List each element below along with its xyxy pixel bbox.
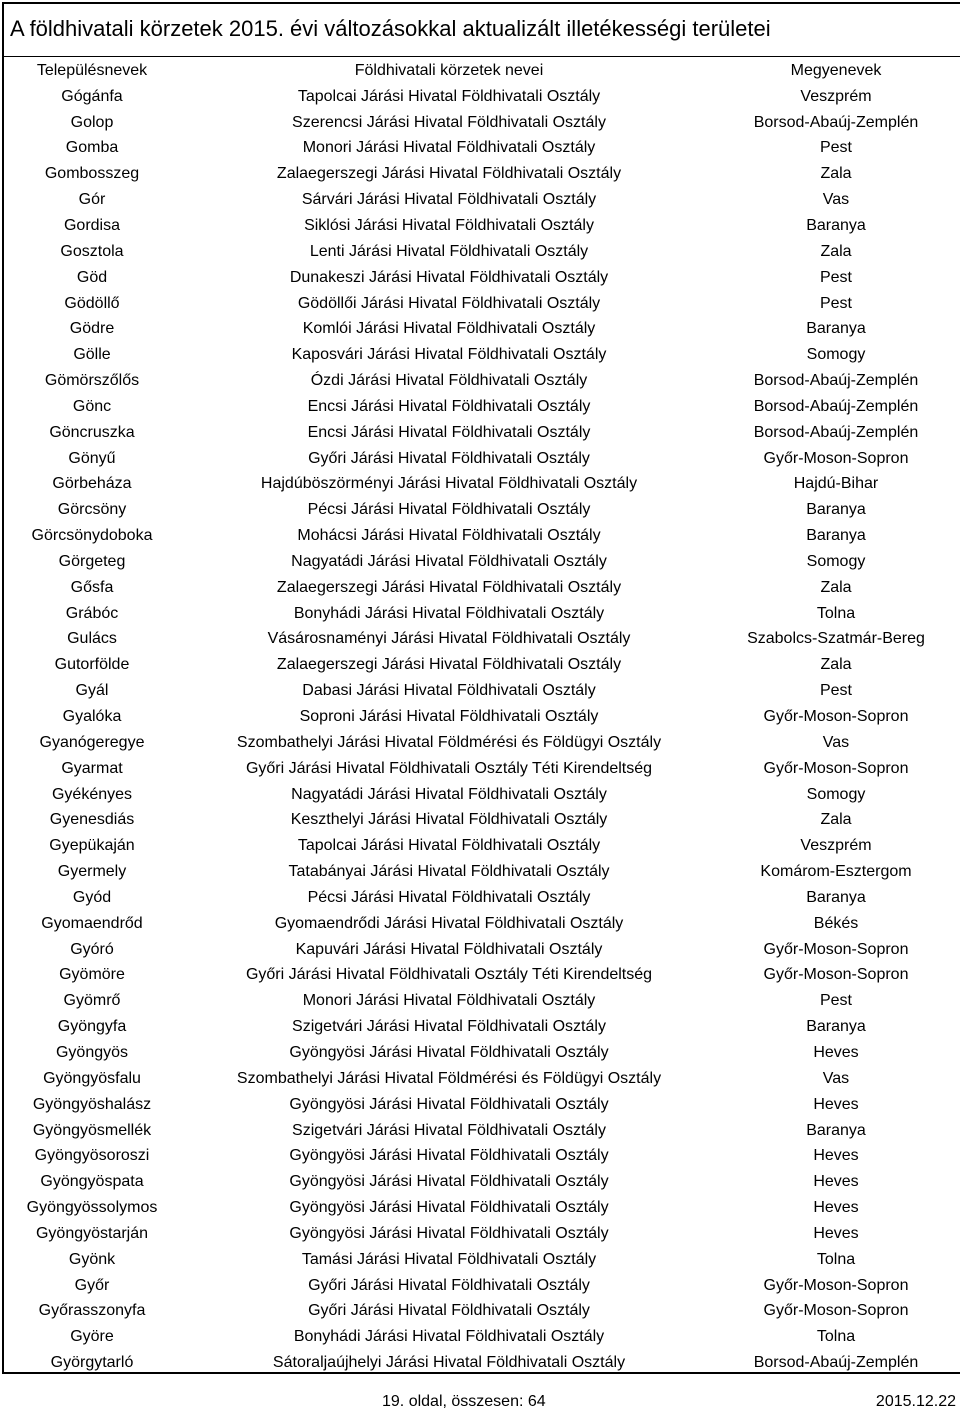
office-cell: Gyöngyösi Járási Hivatal Földhivatali Osztály: [289, 1199, 609, 1217]
settlement-cell: Görgeteg: [58, 552, 126, 570]
table-row: [4, 368, 954, 394]
settlement-cell: Gyöngyös: [55, 1043, 129, 1061]
county-cell: Heves: [813, 1224, 859, 1242]
table-row: [4, 627, 954, 653]
jurisdiction-table: [4, 58, 954, 1376]
county-cell: Somogy: [806, 346, 866, 364]
county-cell: Győr-Moson-Sopron: [763, 940, 909, 958]
office-cell: Monori Járási Hivatal Földhivatali Osztály: [302, 139, 596, 157]
county-cell: Győr-Moson-Sopron: [763, 759, 909, 777]
table-row: [4, 497, 954, 523]
table-row: [4, 859, 954, 885]
settlement-cell: Gutorfölde: [54, 656, 130, 674]
table-row: [4, 1299, 954, 1325]
settlement-cell: Görcsöny: [57, 501, 127, 519]
table-row: [4, 316, 954, 342]
table-row: [4, 807, 954, 833]
office-cell: Lenti Járási Hivatal Földhivatali Osztály: [309, 242, 589, 260]
office-cell: Nagyatádi Járási Hivatal Földhivatali Osztály: [291, 785, 607, 803]
office-cell: Gyomaendrődi Járási Hivatal Földhivatali Osztály: [274, 914, 624, 932]
office-cell: Monori Járási Hivatal Földhivatali Osztály: [302, 992, 596, 1010]
title-divider: [2, 56, 960, 57]
table-row: [4, 1273, 954, 1299]
county-cell: Heves: [813, 1199, 859, 1217]
office-cell: Soproni Járási Hivatal Földhivatali Osztály: [299, 708, 599, 726]
table-row: [4, 988, 954, 1014]
county-cell: Zala: [820, 165, 852, 183]
office-cell: Nagyatádi Járási Hivatal Földhivatali Osztály: [291, 552, 607, 570]
settlement-cell: Gyöngyösoroszi: [34, 1147, 150, 1165]
office-cell: Szerencsi Járási Hivatal Földhivatali Osztály: [292, 113, 606, 131]
county-cell: Pest: [819, 294, 852, 312]
settlement-cell: Gönc: [72, 397, 112, 415]
office-cell: Szombathelyi Járási Hivatal Földmérési és Földügyi Osztály: [236, 733, 662, 751]
settlement-cell: Gyarmat: [61, 759, 123, 777]
settlement-cell: Gönyű: [68, 449, 116, 467]
office-cell: Gödöllői Járási Hivatal Földhivatali Osztály: [297, 294, 601, 312]
office-cell: Encsi Járási Hivatal Földhivatali Osztály: [307, 397, 591, 415]
table-row: [4, 84, 954, 110]
office-cell: Zalaegerszegi Járási Hivatal Földhivatali Osztály: [276, 656, 622, 674]
table-row: [4, 523, 954, 549]
settlement-cell: Gölle: [73, 346, 111, 364]
county-cell: Baranya: [806, 1018, 866, 1036]
county-cell: Zala: [820, 578, 852, 596]
settlement-cell: Gyanógeregye: [39, 733, 145, 751]
settlement-cell: Gyenesdiás: [49, 811, 135, 829]
county-cell: Borsod-Abaúj-Zemplén: [753, 423, 919, 441]
county-cell: Zala: [820, 242, 852, 260]
county-cell: Tolna: [816, 604, 856, 622]
office-cell: Siklósi Járási Hivatal Földhivatali Osztály: [304, 216, 594, 234]
office-cell: Gyöngyösi Járási Hivatal Földhivatali Osztály: [289, 1147, 609, 1165]
settlement-cell: Gősfa: [70, 578, 114, 596]
office-cell: Gyöngyösi Járási Hivatal Földhivatali Osztály: [289, 1173, 609, 1191]
table-row: [4, 575, 954, 601]
county-cell: Heves: [813, 1173, 859, 1191]
settlement-cell: Grábóc: [65, 604, 119, 622]
county-cell: Baranya: [806, 527, 866, 545]
office-cell: Keszthelyi Járási Hivatal Földhivatali Osztály: [290, 811, 608, 829]
settlement-cell: Gyömrő: [63, 992, 121, 1010]
settlement-cell: Györe: [70, 1328, 114, 1346]
table-row: [4, 420, 954, 446]
table-row: [4, 1143, 954, 1169]
settlement-cell: Gyepükaján: [49, 837, 135, 855]
table-row: [4, 1350, 954, 1376]
county-cell: Komárom-Esztergom: [760, 863, 912, 881]
office-cell: Mohácsi Járási Hivatal Földhivatali Osztály: [297, 527, 601, 545]
county-cell: Zala: [820, 811, 852, 829]
table-row: [4, 161, 954, 187]
table-row: [4, 213, 954, 239]
county-cell: Veszprém: [800, 837, 872, 855]
table-row: [4, 1066, 954, 1092]
table-row: [4, 110, 954, 136]
office-cell: Szigetvári Járási Hivatal Földhivatali Osztály: [292, 1018, 606, 1036]
office-cell: Zalaegerszegi Járási Hivatal Földhivatali Osztály: [276, 165, 622, 183]
header-row: [4, 58, 954, 84]
settlement-cell: Gyomaendrőd: [41, 914, 143, 932]
table-row: [4, 1195, 954, 1221]
county-cell: Tolna: [816, 1250, 856, 1268]
county-cell: Baranya: [806, 216, 866, 234]
county-cell: Borsod-Abaúj-Zemplén: [753, 113, 919, 131]
county-cell: Győr-Moson-Sopron: [763, 708, 909, 726]
table-row: [4, 730, 954, 756]
table-row: [4, 601, 954, 627]
settlement-cell: Gomba: [65, 139, 119, 157]
table-row: [4, 187, 954, 213]
office-cell: Encsi Járási Hivatal Földhivatali Osztály: [307, 423, 591, 441]
county-cell: Heves: [813, 1147, 859, 1165]
settlement-cell: Gordisa: [63, 216, 121, 234]
table-row: [4, 704, 954, 730]
county-cell: Győr-Moson-Sopron: [763, 1276, 909, 1294]
county-cell: Hajdú-Bihar: [793, 475, 879, 493]
office-cell: Sárvári Járási Hivatal Földhivatali Osztály: [301, 191, 597, 209]
office-cell: Dunakeszi Járási Hivatal Földhivatali Osztály: [289, 268, 609, 286]
settlement-cell: Gyalóka: [62, 708, 122, 726]
office-cell: Gyöngyösi Járási Hivatal Földhivatali Osztály: [289, 1043, 609, 1061]
settlement-cell: Golop: [70, 113, 114, 131]
office-cell: Kapuvári Járási Hivatal Földhivatali Osztály: [295, 940, 603, 958]
settlement-cell: Gömörszőlős: [44, 372, 140, 390]
table-row: [4, 678, 954, 704]
office-cell: Pécsi Járási Hivatal Földhivatali Osztály: [307, 501, 591, 519]
county-cell: Vas: [822, 1069, 850, 1087]
county-cell: Heves: [813, 1043, 859, 1061]
county-cell: Tolna: [816, 1328, 856, 1346]
office-cell: Kaposvári Járási Hivatal Földhivatali Osztály: [291, 346, 607, 364]
table-row: [4, 833, 954, 859]
office-cell: Tapolcai Járási Hivatal Földhivatali Osztály: [297, 837, 601, 855]
page-number: 19. oldal, összesen: 64: [382, 1393, 546, 1410]
office-cell: Komlói Járási Hivatal Földhivatali Osztály: [302, 320, 596, 338]
settlement-cell: Györgytarló: [50, 1354, 134, 1372]
table-row: [4, 342, 954, 368]
county-cell: Szabolcs-Szatmár-Bereg: [747, 630, 925, 648]
settlement-cell: Győrasszonyfa: [38, 1302, 146, 1320]
office-cell: Győri Járási Hivatal Földhivatali Osztály Téti Kirendeltség: [245, 759, 653, 777]
settlement-cell: Gulács: [67, 630, 117, 648]
county-cell: Győr-Moson-Sopron: [763, 1302, 909, 1320]
settlement-cell: Görcsönydoboka: [31, 527, 153, 545]
settlement-cell: Gyermely: [57, 863, 127, 881]
settlement-cell: Gyöngyfa: [57, 1018, 127, 1036]
table-row: [4, 1221, 954, 1247]
office-cell: Pécsi Járási Hivatal Földhivatali Osztály: [307, 888, 591, 906]
office-cell: Bonyhádi Járási Hivatal Földhivatali Osztály: [293, 604, 605, 622]
table-row: [4, 1247, 954, 1273]
table-row: [4, 472, 954, 498]
settlement-cell: Gyód: [72, 888, 112, 906]
settlement-cell: Gyöngyössolymos: [26, 1199, 158, 1217]
office-cell: Vásárosnaményi Járási Hivatal Földhivatali Osztály: [267, 630, 631, 648]
county-cell: Borsod-Abaúj-Zemplén: [753, 397, 919, 415]
county-cell: Veszprém: [800, 87, 872, 105]
column-header-county: Megyenevek: [790, 61, 882, 79]
settlement-cell: Gyékényes: [51, 785, 133, 803]
office-cell: Szombathelyi Járási Hivatal Földmérési és Földügyi Osztály: [236, 1069, 662, 1087]
table-body: [4, 84, 954, 1376]
county-cell: Borsod-Abaúj-Zemplén: [753, 372, 919, 390]
table-row: [4, 1169, 954, 1195]
office-cell: Bonyhádi Járási Hivatal Földhivatali Osztály: [293, 1328, 605, 1346]
county-cell: Pest: [819, 992, 852, 1010]
table-row: [4, 291, 954, 317]
office-cell: Ózdi Járási Hivatal Földhivatali Osztály: [310, 372, 588, 390]
county-cell: Győr-Moson-Sopron: [763, 449, 909, 467]
office-cell: Tapolcai Járási Hivatal Földhivatali Osztály: [297, 87, 601, 105]
table-row: [4, 1324, 954, 1350]
county-cell: Pest: [819, 139, 852, 157]
table-row: [4, 1014, 954, 1040]
settlement-cell: Gyóró: [70, 940, 114, 958]
table-row: [4, 937, 954, 963]
settlement-cell: Gyöngyösmellék: [32, 1121, 152, 1139]
office-cell: Tamási Járási Hivatal Földhivatali Osztály: [301, 1250, 597, 1268]
table-row: [4, 885, 954, 911]
county-cell: Zala: [820, 656, 852, 674]
table-row: [4, 911, 954, 937]
county-cell: Heves: [813, 1095, 859, 1113]
county-cell: Győr-Moson-Sopron: [763, 966, 909, 984]
settlement-cell: Gyál: [75, 682, 109, 700]
table-row: [4, 782, 954, 808]
office-cell: Sátoraljaújhelyi Járási Hivatal Földhivatali Osztály: [272, 1354, 626, 1372]
document-date: 2015.12.22: [875, 1393, 956, 1410]
column-header-settlement: Településnevek: [36, 61, 148, 79]
settlement-cell: Gödöllő: [64, 294, 120, 312]
settlement-cell: Gyöngyösfalu: [43, 1069, 141, 1087]
county-cell: Pest: [819, 268, 852, 286]
settlement-cell: Gödre: [69, 320, 115, 338]
settlement-cell: Győr: [74, 1276, 110, 1294]
table-row: [4, 239, 954, 265]
settlement-cell: Gyöngyöstarján: [35, 1224, 149, 1242]
office-cell: Szigetvári Járási Hivatal Földhivatali Osztály: [292, 1121, 606, 1139]
settlement-cell: Gosztola: [60, 242, 124, 260]
settlement-cell: Görbeháza: [52, 475, 132, 493]
table-row: [4, 136, 954, 162]
county-cell: Pest: [819, 682, 852, 700]
settlement-cell: Göncruszka: [49, 423, 135, 441]
office-cell: Győri Járási Hivatal Földhivatali Osztály Téti Kirendeltség: [245, 966, 653, 984]
settlement-cell: Gyönk: [68, 1250, 116, 1268]
office-cell: Győri Járási Hivatal Földhivatali Osztály: [308, 449, 590, 467]
office-cell: Dabasi Járási Hivatal Földhivatali Osztály: [302, 682, 596, 700]
office-cell: Gyöngyösi Járási Hivatal Földhivatali Osztály: [289, 1224, 609, 1242]
county-cell: Baranya: [806, 320, 866, 338]
office-cell: Tatabányai Járási Hivatal Földhivatali Osztály: [288, 863, 610, 881]
table-row: [4, 756, 954, 782]
office-cell: Gyöngyösi Járási Hivatal Földhivatali Osztály: [289, 1095, 609, 1113]
table-row: [4, 549, 954, 575]
table-row: [4, 446, 954, 472]
document-title: A földhivatali körzetek 2015. évi változásokkal aktualizált illetékességi területei: [10, 16, 771, 41]
county-cell: Békés: [813, 914, 859, 932]
county-cell: Baranya: [806, 888, 866, 906]
table-header: [4, 58, 954, 84]
office-cell: Győri Járási Hivatal Földhivatali Osztály: [308, 1302, 590, 1320]
county-cell: Vas: [822, 733, 850, 751]
county-cell: Somogy: [806, 552, 866, 570]
table-row: [4, 963, 954, 989]
table-row: [4, 652, 954, 678]
office-cell: Győri Járási Hivatal Földhivatali Osztály: [308, 1276, 590, 1294]
settlement-cell: Gyöngyöspata: [40, 1173, 144, 1191]
county-cell: Vas: [822, 191, 850, 209]
county-cell: Baranya: [806, 501, 866, 519]
table-row: [4, 1118, 954, 1144]
county-cell: Somogy: [806, 785, 866, 803]
settlement-cell: Gombosszeg: [44, 165, 140, 183]
table-row: [4, 394, 954, 420]
table-row: [4, 265, 954, 291]
settlement-cell: Gógánfa: [61, 87, 123, 105]
county-cell: Borsod-Abaúj-Zemplén: [753, 1354, 919, 1372]
table-row: [4, 1040, 954, 1066]
office-cell: Hajdúböszörményi Járási Hivatal Földhivatali Osztály: [260, 475, 638, 493]
settlement-cell: Gyömöre: [59, 966, 125, 984]
settlement-cell: Gór: [78, 191, 106, 209]
county-cell: Baranya: [806, 1121, 866, 1139]
table-row: [4, 1092, 954, 1118]
column-header-office: Földhivatali körzetek nevei: [354, 61, 544, 79]
settlement-cell: Göd: [76, 268, 108, 286]
settlement-cell: Gyöngyöshalász: [32, 1095, 152, 1113]
office-cell: Zalaegerszegi Járási Hivatal Földhivatali Osztály: [276, 578, 622, 596]
